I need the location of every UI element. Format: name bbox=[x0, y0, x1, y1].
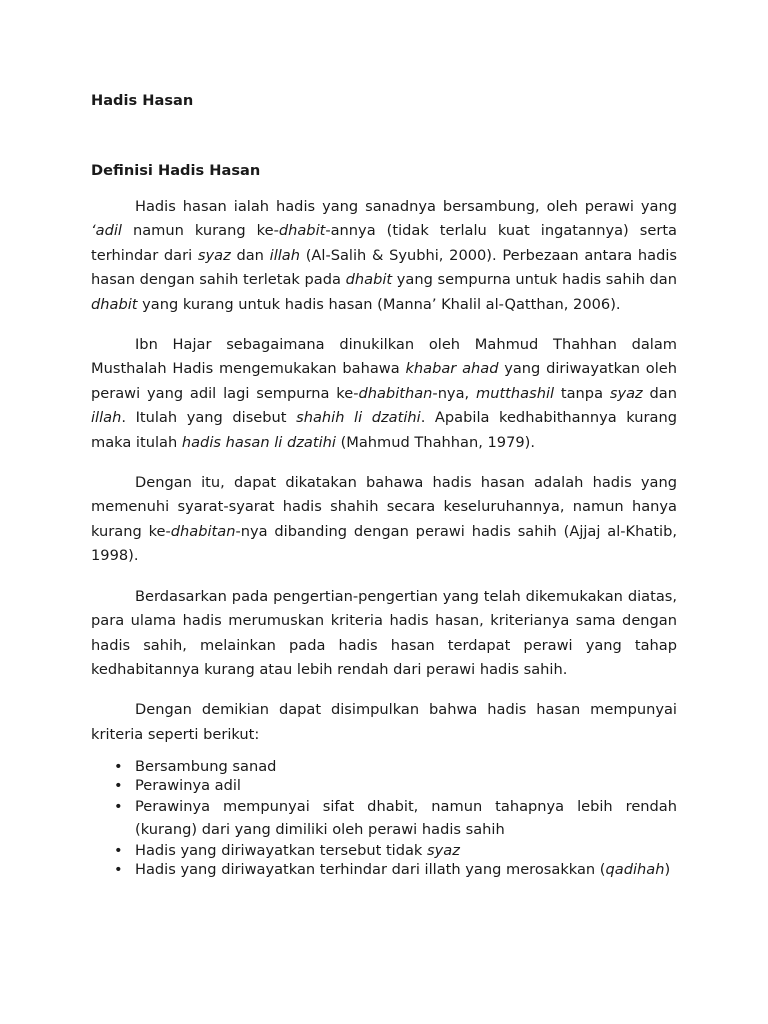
italic-term: dhabit bbox=[91, 295, 138, 313]
italic-term: dhabit bbox=[278, 222, 326, 240]
italic-term: illah bbox=[269, 246, 300, 264]
italic-term: shahih li dzatihi bbox=[296, 409, 421, 427]
paragraph bbox=[91, 585, 677, 683]
text-run: Dengan itu, dapat dikatakan bahawa hadis hasan adalah hadis yang memenuhi syarat-syarat hadis shahih secara keseluruhannya, namun hanya kurang ke- bbox=[91, 474, 677, 540]
paragraph bbox=[91, 195, 677, 317]
text-run: -nya, bbox=[432, 384, 476, 402]
text-run: yang sempurna untuk hadis sahih dan bbox=[392, 271, 678, 289]
criteria-list bbox=[91, 757, 677, 879]
text-run: yang kurang untuk hadis hasan (Manna’ Khalil al-Qatthan, 2006). bbox=[137, 295, 621, 313]
text-run: dan bbox=[642, 384, 677, 402]
italic-term: syaz bbox=[609, 384, 643, 402]
bullet-icon: • bbox=[114, 842, 123, 860]
italic-term: dhabitan bbox=[170, 522, 236, 540]
bullet-icon: • bbox=[114, 861, 123, 879]
bullet-icon: • bbox=[114, 798, 123, 816]
italic-term: khabar ahad bbox=[405, 360, 499, 378]
italic-term: qadihah bbox=[605, 861, 665, 879]
bullet-icon: • bbox=[114, 758, 123, 776]
italic-term: dhabithan bbox=[358, 384, 433, 402]
text-run: yang diriwayatkan oleh perawi yang adil lagi sempurna ke- bbox=[91, 360, 677, 402]
document-title: Hadis Hasan bbox=[91, 92, 194, 109]
italic-term: dhabit bbox=[345, 271, 393, 289]
text-run: Berdasarkan pada pengertian-pengertian yang telah dikemukakan diatas, para ulama hadis merumuskan kriteria hadis hasan, kriterianya sama dengan hadis sahih, melainkan pada hadis hasan terdapat perawi yang tahap kedhabitannya kurang atau lebih rendah dari perawi hadis sahih. bbox=[91, 587, 677, 678]
text-run: Hadis yang diriwayatkan terhindar dari illath yang merosakkan ( bbox=[135, 861, 606, 879]
italic-term: ‘adil bbox=[91, 222, 122, 240]
italic-term: hadis hasan li dzatihi bbox=[181, 433, 336, 451]
text-run: ) bbox=[664, 861, 671, 879]
text-run: . Apabila kedhabithannya kurang maka itulah bbox=[91, 409, 677, 451]
list-item bbox=[91, 841, 677, 860]
italic-term: illah bbox=[91, 409, 122, 427]
text-run: dan bbox=[230, 246, 270, 264]
text-run: -annya (tidak terlalu kuat ingatannya) serta terhindar dari bbox=[91, 222, 677, 264]
text-run: (Al-Salih & Syubhi, 2000). Perbezaan antara hadis hasan dengan sahih terletak pada bbox=[91, 246, 677, 289]
text-run: namun kurang ke- bbox=[121, 222, 279, 240]
paragraph bbox=[91, 471, 677, 569]
list-item bbox=[91, 776, 677, 795]
paragraph bbox=[91, 698, 677, 747]
text-run: Hadis yang diriwayatkan tersebut tidak bbox=[135, 842, 428, 860]
text-run: Bersambung sanad bbox=[135, 758, 277, 776]
bullet-icon: • bbox=[114, 777, 123, 795]
list-item bbox=[91, 860, 677, 879]
text-run: (Mahmud Thahhan, 1979). bbox=[335, 433, 535, 451]
text-run: Perawinya adil bbox=[135, 777, 241, 795]
text-run: tanpa bbox=[554, 384, 610, 402]
text-run: Ibn Hajar sebagaimana dinukilkan oleh Mahmud Thahhan dalam Musthalah Hadis mengemukakan bahawa bbox=[91, 336, 677, 378]
paragraph bbox=[91, 333, 677, 455]
italic-term: syaz bbox=[427, 842, 460, 860]
section-heading: Definisi Hadis Hasan bbox=[91, 162, 261, 179]
italic-term: syaz bbox=[197, 246, 231, 264]
list-item bbox=[91, 757, 677, 776]
text-run: Perawinya mempunyai sifat dhabit, namun tahapnya lebih rendah (kurang) dari yang dimiliki oleh perawi hadis sahih bbox=[135, 798, 677, 839]
text-run: Hadis hasan ialah hadis yang sanadnya bersambung, oleh perawi yang bbox=[135, 198, 677, 215]
list-item bbox=[91, 795, 677, 841]
italic-term: mutthashil bbox=[475, 384, 555, 402]
text-run: -nya dibanding dengan perawi hadis sahih (Ajjaj al-Khatib, 1998). bbox=[91, 522, 677, 565]
text-run: Dengan demikian dapat disimpulkan bahwa hadis hasan mempunyai kriteria seperti berikut: bbox=[91, 701, 677, 743]
document-body bbox=[91, 195, 677, 879]
text-run: . Itulah yang disebut bbox=[121, 409, 297, 427]
